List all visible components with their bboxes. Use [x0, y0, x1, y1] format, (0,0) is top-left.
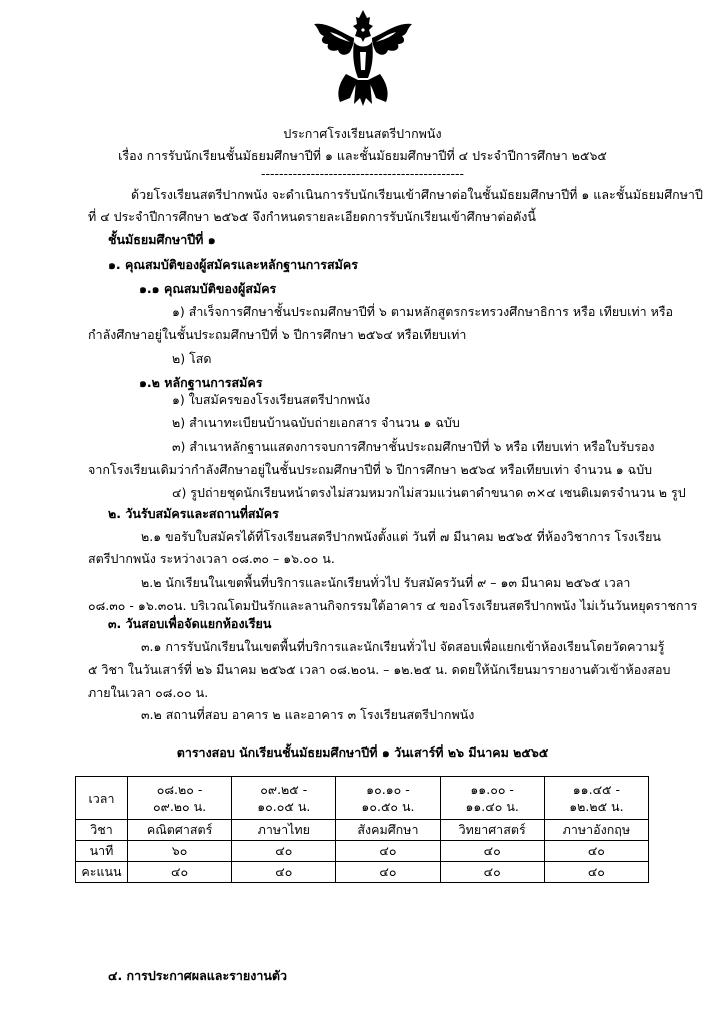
minutes-cell: ๔๐	[544, 841, 648, 862]
subject-cell: ภาษาอังกฤษ	[544, 820, 648, 841]
application-2-1-line-1: ๒.๑ ขอรับใบสมัครได้ที่โรงเรียนสตรีปากพนังตั้งแต่ วันที่ ๗ มีนาคม ๒๕๖๕ ที่ห้องวิชาการ โรงเรียน	[141, 529, 661, 544]
score-cell: ๔๐	[336, 862, 440, 883]
separator-line: ---------------------------------------------	[261, 166, 464, 181]
table-row	[76, 841, 649, 862]
document-item-3-line-2: จากโรงเรียนเดิมว่ากำลังศึกษาอยู่ในชั้นประถมศึกษาปีที่ ๖ ปีการศึกษา ๒๕๖๔ หรือเทียบเท่า จำนวน ๑ ฉบับ	[88, 462, 653, 477]
application-2-1-line-2: สตรีปากพนัง ระหว่างเวลา ๐๘.๓๐ – ๑๖.๐๐ น.	[88, 551, 335, 566]
time-cell: ๐๘.๒๐ - ๐๙.๒๐ น.	[128, 777, 232, 820]
subject-cell: คณิตศาสตร์	[128, 820, 232, 841]
section-2-heading: ๒. วันรับสมัครและสถานที่สมัคร	[108, 506, 279, 521]
document-item-4: ๔) รูปถ่ายชุดนักเรียนหน้าตรงไม่สวมหมวกไม่สวมแว่นตาดำขนาด ๓×๔ เซนติเมตรจำนวน ๒ รูป	[172, 485, 686, 500]
grade-heading: ชั้นมัธยมศึกษาปีที่ ๑	[108, 232, 216, 247]
intro-paragraph-line-1: ด้วยโรงเรียนสตรีปากพนัง จะดำเนินการรับนักเรียนเข้าศึกษาต่อในชั้นมัธยมศึกษาปีที่ ๑ และชั้นมัธยมศึกษาปี	[131, 187, 703, 202]
row-label-time: เวลา	[76, 777, 128, 820]
document-item-1: ๑) ใบสมัครของโรงเรียนสตรีปากพนัง	[172, 392, 371, 407]
application-2-2-line-1: ๒.๒ นักเรียนในเขตพื้นที่บริการและนักเรียนทั่วไป รับสมัครวันที่ ๙ – ๑๓ มีนาคม ๒๕๖๕ เวลา	[141, 575, 631, 590]
section-1-2-heading: ๑.๒ หลักฐานการสมัคร	[139, 375, 263, 390]
exam-schedule-table	[75, 776, 649, 883]
subject-cell: สังคมศึกษา	[336, 820, 440, 841]
score-cell: ๔๐	[440, 862, 544, 883]
time-cell: ๑๐.๑๐ - ๑๐.๕๐ น.	[336, 777, 440, 820]
minutes-cell: ๖๐	[128, 841, 232, 862]
exam-3-1-line-1: ๓.๑ การรับนักเรียนในเขตพื้นที่บริการและนักเรียนทั่วไป จัดสอบเพื่อแยกเข้าห้องเรียนโดยวัดความรู้	[141, 639, 665, 654]
section-1-heading: ๑. คุณสมบัติของผู้สมัครและหลักฐานการสมัคร	[108, 257, 358, 272]
row-label-score: คะแนน	[76, 862, 128, 883]
table-row	[76, 820, 649, 841]
minutes-cell: ๔๐	[336, 841, 440, 862]
subject-cell: วิทยาศาสตร์	[440, 820, 544, 841]
application-2-2-line-2: ๐๘.๓๐ - ๑๖.๓๐น. บริเวณโดมปันรักและลานกิจกรรมใต้อาคาร ๔ ของโรงเรียนสตรีปากพนัง ไม่เว้นวันหยุดราชการ	[88, 598, 698, 613]
section-4-heading: ๔. การประกาศผลและรายงานตัว	[108, 968, 288, 983]
table-row	[76, 862, 649, 883]
qualification-1-line-2: กำลังศึกษาอยู่ในชั้นประถมศึกษาปีที่ ๖ ปีการศึกษา ๒๕๖๔ หรือเทียบเท่า	[88, 327, 467, 342]
garuda-emblem-icon	[310, 8, 416, 108]
subject-cell: ภาษาไทย	[232, 820, 336, 841]
row-label-minutes: นาที	[76, 841, 128, 862]
qualification-2: ๒) โสด	[172, 351, 212, 366]
exam-3-1-line-2: ๕ วิชา ในวันเสาร์ที่ ๒๖ มีนาคม ๒๕๖๕ เวลา ๐๘.๒๐น. – ๑๒.๒๕ น. ดดยให้นักเรียนมารายงานตัวเข้าห้องสอบ	[88, 662, 671, 677]
qualification-1-line-1: ๑) สำเร็จการศึกษาชั้นประถมศึกษาปีที่ ๖ ตามหลักสูตรกระทรวงศึกษาธิการ หรือ เทียบเท่า หรือ	[172, 304, 674, 319]
time-cell: ๑๑.๐๐ - ๑๑.๔๐ น.	[440, 777, 544, 820]
intro-paragraph-line-2: ที่ ๔ ประจำปีการศึกษา ๒๕๖๕ จึงกำหนดรายละเอียดการรับนักเรียนเข้าศึกษาต่อดังนี้	[88, 209, 536, 224]
document-item-3-line-1: ๓) สำเนาหลักฐานแสดงการจบการศึกษาชั้นประถมศึกษาปีที่ ๖ หรือ เทียบเท่า หรือใบรับรอง	[172, 439, 655, 454]
minutes-cell: ๔๐	[232, 841, 336, 862]
section-3-heading: ๓. วันสอบเพื่อจัดแยกห้องเรียน	[108, 616, 272, 631]
time-cell: ๐๙.๒๕ - ๑๐.๐๕ น.	[232, 777, 336, 820]
document-subject: เรื่อง การรับนักเรียนชั้นมัธยมศึกษาปีที่ ๑ และชั้นมัธยมศึกษาปีที่ ๔ ประจำปีการศึกษา ๒๕๖๕	[118, 148, 607, 163]
score-cell: ๔๐	[128, 862, 232, 883]
score-cell: ๔๐	[544, 862, 648, 883]
minutes-cell: ๔๐	[440, 841, 544, 862]
time-cell: ๑๑.๔๕ - ๑๒.๒๕ น.	[544, 777, 648, 820]
row-label-subject: วิชา	[76, 820, 128, 841]
exam-table-caption: ตารางสอบ นักเรียนชั้นมัธยมศึกษาปีที่ ๑ วันเสาร์ที่ ๒๖ มีนาคม ๒๕๖๕	[176, 745, 549, 760]
score-cell: ๔๐	[232, 862, 336, 883]
document-title: ประกาศโรงเรียนสตรีปากพนัง	[283, 126, 442, 141]
section-1-1-heading: ๑.๑ คุณสมบัติของผู้สมัคร	[139, 281, 277, 296]
table-row	[76, 777, 649, 820]
exam-3-2: ๓.๒ สถานที่สอบ อาคาร ๒ และอาคาร ๓ โรงเรียนสตรีปากพนัง	[141, 707, 475, 722]
exam-3-1-line-3: ภายในเวลา ๐๘.๐๐ น.	[88, 685, 209, 700]
document-item-2: ๒) สำเนาทะเบียนบ้านฉบับถ่ายเอกสาร จำนวน ๑ ฉบับ	[172, 415, 460, 430]
